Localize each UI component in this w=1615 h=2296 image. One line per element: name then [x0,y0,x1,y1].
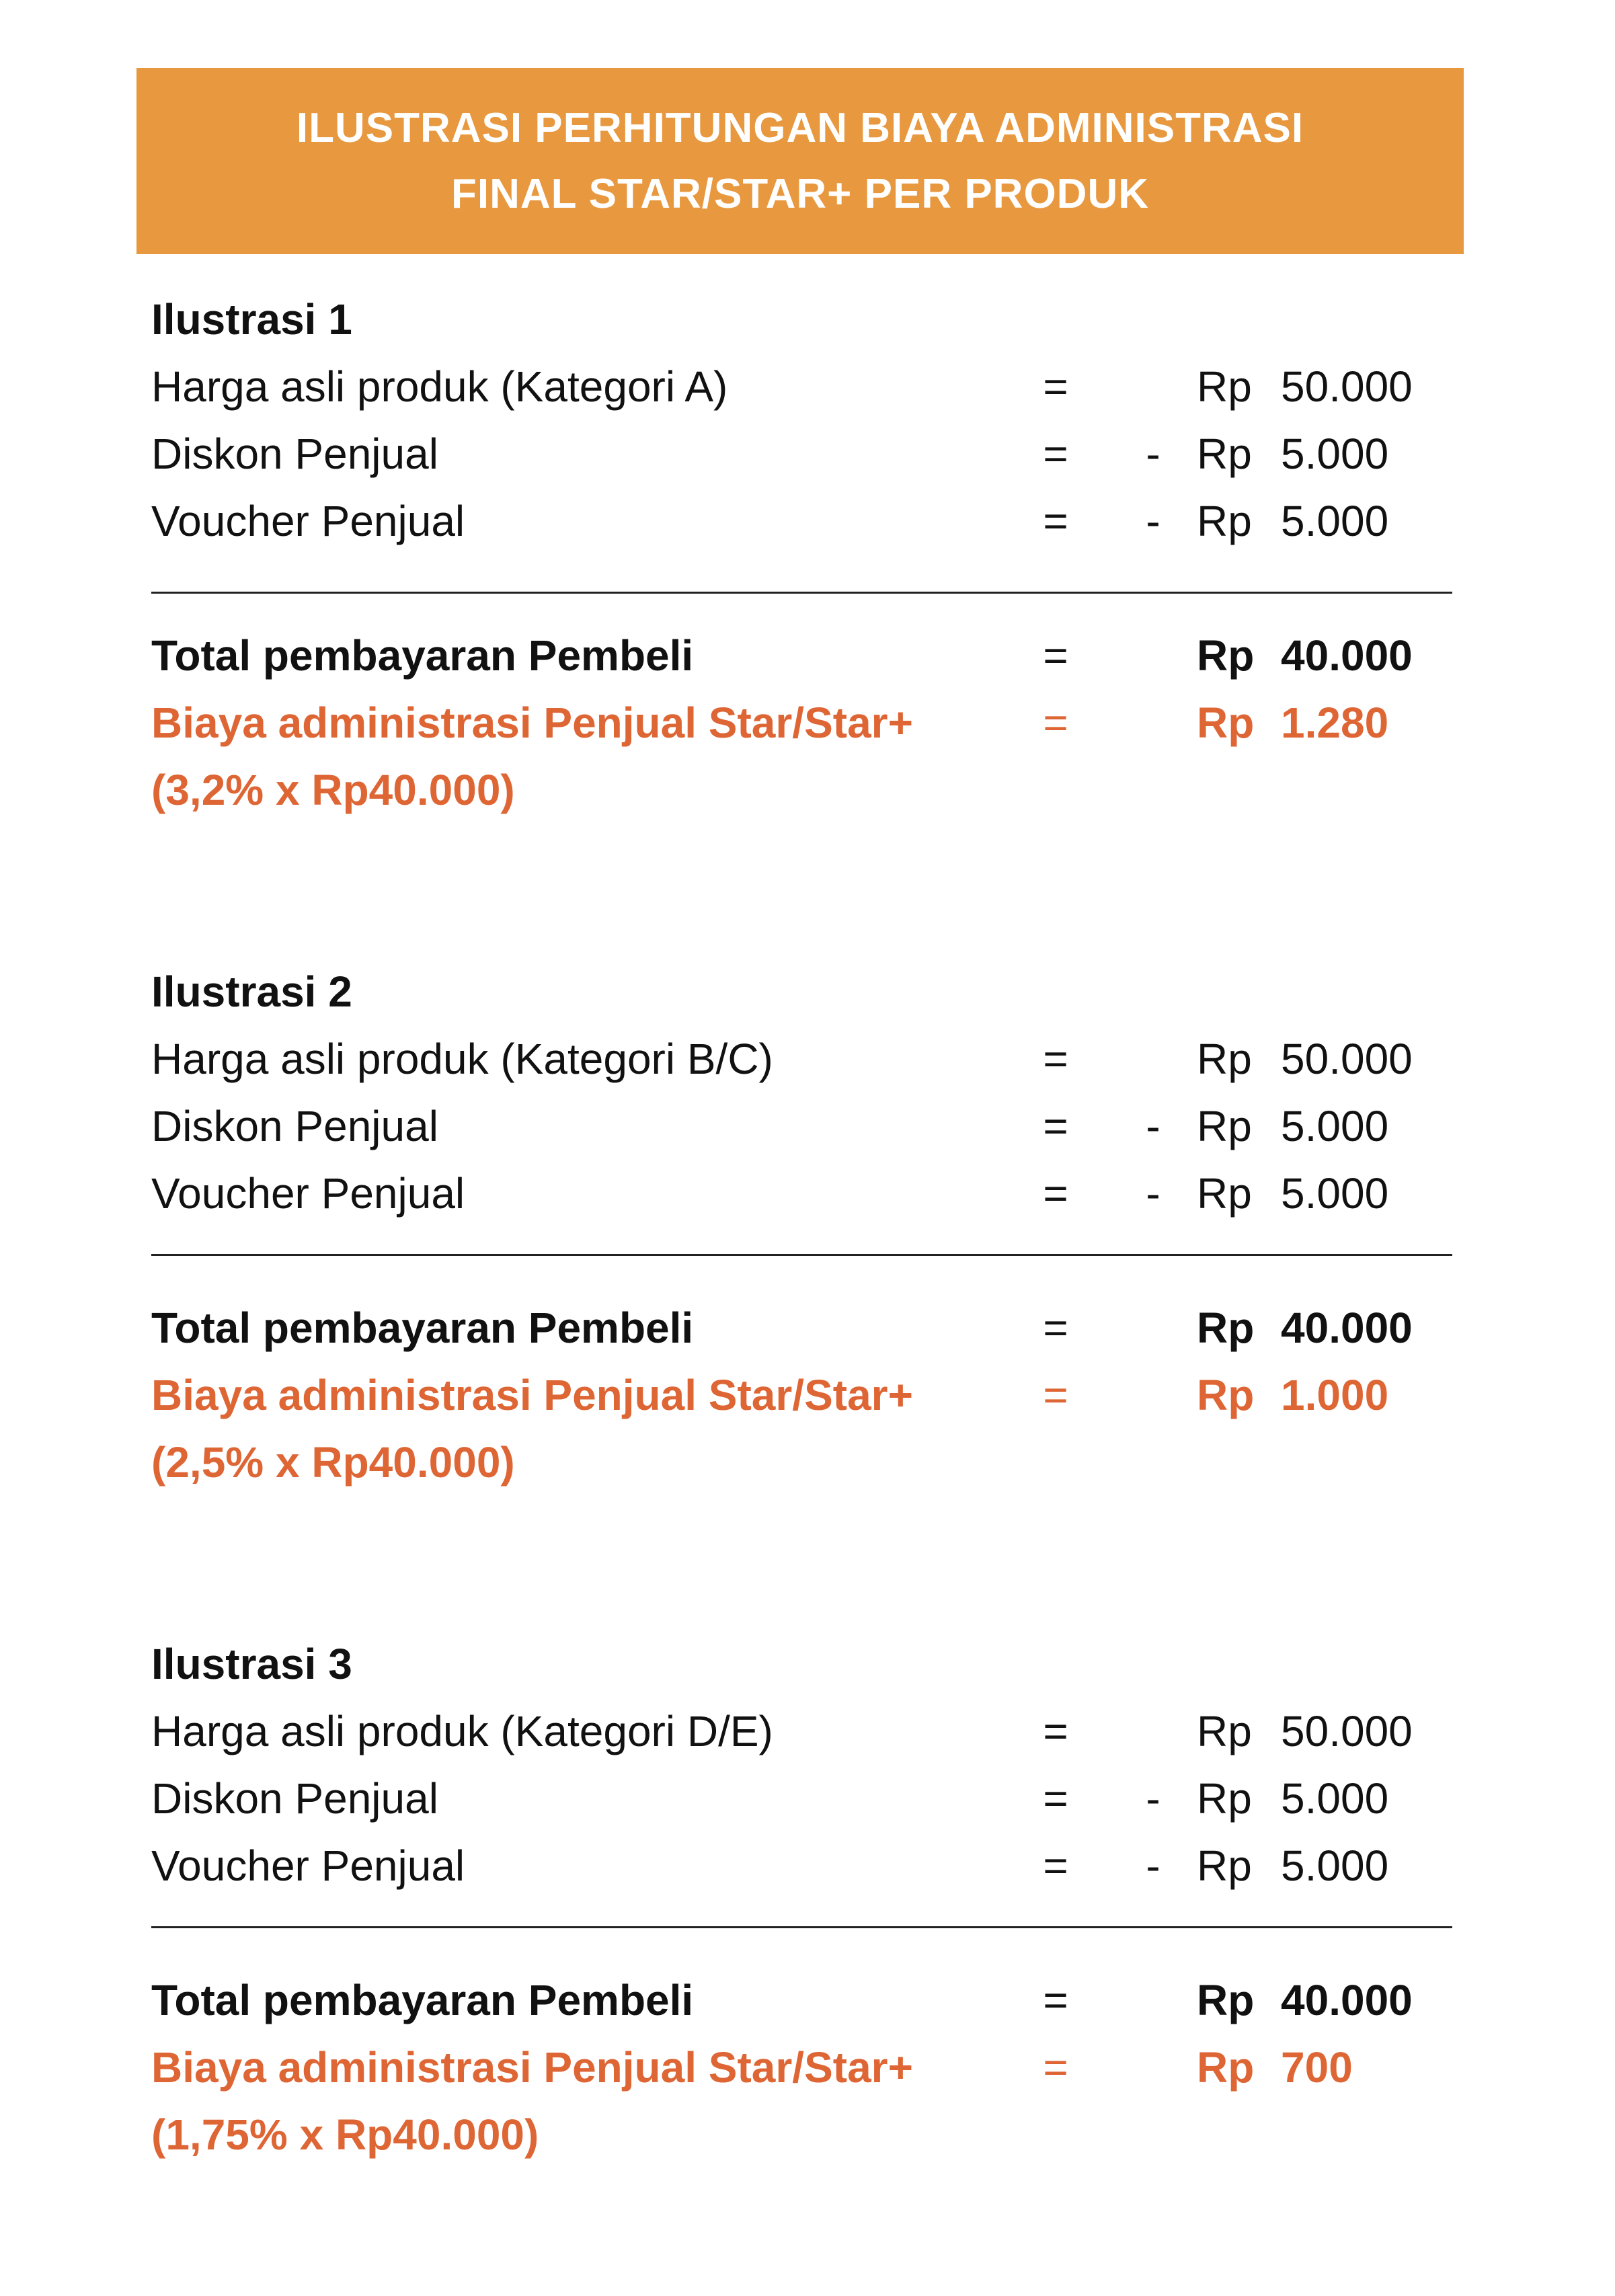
voucher-row [151,1832,1452,1899]
row-equals: = [1043,1774,1068,1823]
total-amount: 40.000 [1281,631,1413,680]
row-amount: 5.000 [1281,430,1389,478]
total-row [151,1294,1452,1361]
row-amount: 5.000 [1281,1102,1389,1150]
fee-row [151,2034,1452,2101]
divider [151,1254,1452,1256]
price-row [151,1698,1452,1765]
header-title-line-2: FINAL STAR/STAR+ PER PRODUK [450,170,1149,217]
total-label: Total pembayaran Pembeli [151,1976,694,2024]
row-label: Harga asli produk (Kategori D/E) [151,1707,773,1755]
row-currency: Rp [1197,1774,1252,1823]
header-title-line-1: ILUSTRASI PERHITUNGAN BIAYA ADMINISTRASI [296,104,1304,151]
divider [151,592,1452,594]
row-amount: 5.000 [1281,1842,1389,1890]
total-amount: 40.000 [1281,1976,1413,2024]
fee-row [151,1361,1452,1429]
row-currency: Rp [1197,1035,1252,1083]
fee-label: Biaya administrasi Penjual Star/Star+ [151,2043,913,2092]
row-currency: Rp [1197,362,1252,411]
total-row [151,1967,1452,2034]
row-amount: 50.000 [1281,1035,1413,1083]
fee-formula: (1,75% x Rp40.000) [151,2110,539,2159]
row-sign: - [1146,1169,1160,1218]
row-equals: = [1043,1707,1068,1755]
row-currency: Rp [1197,430,1252,478]
illustration-title: Ilustrasi 2 [151,967,352,1016]
row-amount: 50.000 [1281,1707,1413,1755]
discount-row [151,420,1452,487]
fee-amount: 700 [1281,2043,1353,2092]
row-equals: = [1043,1976,1068,2024]
fee-label: Biaya administrasi Penjual Star/Star+ [151,699,913,747]
row-sign: - [1146,1774,1160,1823]
row-equals: = [1043,1842,1068,1890]
row-currency: Rp [1197,1169,1252,1218]
row-label: Harga asli produk (Kategori B/C) [151,1035,773,1083]
total-label: Total pembayaran Pembeli [151,1304,694,1352]
row-equals: = [1043,497,1068,545]
row-equals: = [1043,1304,1068,1352]
row-equals: = [1043,1035,1068,1083]
price-row [151,353,1452,420]
voucher-row [151,1160,1452,1227]
row-equals: = [1043,1102,1068,1150]
total-amount: 40.000 [1281,1304,1413,1352]
row-currency: Rp [1197,1707,1252,1755]
row-equals: = [1043,699,1068,747]
row-currency: Rp [1197,631,1255,680]
row-currency: Rp [1197,1842,1252,1890]
discount-row [151,1765,1452,1832]
row-sign: - [1146,430,1160,478]
total-label: Total pembayaran Pembeli [151,631,694,680]
divider [151,1926,1452,1928]
row-label: Diskon Penjual [151,1774,438,1823]
row-label: Diskon Penjual [151,430,438,478]
row-sign: - [1146,1842,1160,1890]
row-equals: = [1043,1169,1068,1218]
fee-formula: (3,2% x Rp40.000) [151,766,515,814]
header-banner [136,68,1464,254]
fee-row [151,689,1452,756]
fee-formula: (2,5% x Rp40.000) [151,1438,515,1487]
discount-row [151,1093,1452,1160]
illustration-title: Ilustrasi 3 [151,1640,352,1688]
row-sign: - [1146,497,1160,545]
row-currency: Rp [1197,497,1252,545]
row-amount: 5.000 [1281,1169,1389,1218]
illustration-title: Ilustrasi 1 [151,295,352,344]
fee-label: Biaya administrasi Penjual Star/Star+ [151,1371,913,1419]
row-currency: Rp [1197,2043,1255,2092]
row-currency: Rp [1197,1371,1255,1419]
row-equals: = [1043,631,1068,680]
row-amount: 5.000 [1281,1774,1389,1823]
row-label: Voucher Penjual [151,1169,465,1218]
fee-amount: 1.280 [1281,699,1389,747]
row-sign: - [1146,1102,1160,1150]
row-amount: 5.000 [1281,497,1389,545]
row-equals: = [1043,430,1068,478]
row-currency: Rp [1197,1976,1255,2024]
row-currency: Rp [1197,699,1255,747]
row-amount: 50.000 [1281,362,1413,411]
row-label: Diskon Penjual [151,1102,438,1150]
row-currency: Rp [1197,1102,1252,1150]
row-equals: = [1043,1371,1068,1419]
row-label: Voucher Penjual [151,497,465,545]
row-equals: = [1043,2043,1068,2092]
row-currency: Rp [1197,1304,1255,1352]
row-equals: = [1043,362,1068,411]
row-label: Voucher Penjual [151,1842,465,1890]
voucher-row [151,487,1452,555]
row-label: Harga asli produk (Kategori A) [151,362,728,411]
price-row [151,1025,1452,1093]
fee-amount: 1.000 [1281,1371,1389,1419]
total-row [151,622,1452,689]
